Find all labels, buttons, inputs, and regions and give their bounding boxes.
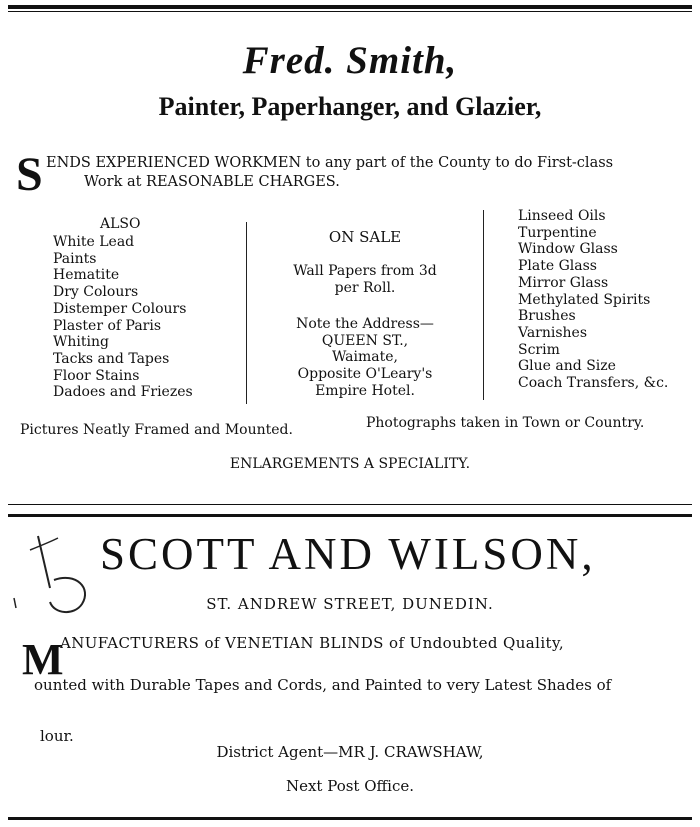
drop-cap: M (22, 635, 64, 684)
agent-location: Next Post Office. (285, 777, 415, 795)
on-sale-heading: ON SALE (328, 228, 402, 246)
list-item: Brushes (518, 308, 576, 325)
advert-name: Fred. Smith, (242, 39, 458, 82)
agent-line: District Agent—MR J. CRAWSHAW, (216, 743, 484, 761)
body-line-1: ANUFACTURERS of VENETIAN BLINDS of Undoubted Quality, (60, 634, 565, 652)
list-item: Plate Glass (518, 258, 597, 275)
left-item-list (53, 234, 193, 401)
list-item: Glue and Size (518, 358, 616, 375)
intro-line-2: Work at REASONABLE CHARGES. (84, 174, 340, 190)
address-block (248, 316, 482, 400)
address-line: Opposite O'Leary's (297, 366, 433, 383)
list-item: Distemper Colours (53, 300, 187, 317)
divider-rule-thick (8, 514, 692, 517)
also-heading: ALSO (100, 216, 141, 232)
list-item: Floor Stains (53, 367, 140, 384)
body-line-3: lour. (40, 727, 74, 745)
column-divider (483, 210, 484, 400)
body-line-2: ounted with Durable Tapes and Cords, and Painted to very Latest Shades of (34, 676, 612, 694)
address-line: QUEEN ST., (321, 332, 409, 349)
list-item: Coach Transfers, &c. (518, 375, 669, 392)
list-item: Scrim (518, 341, 560, 358)
list-item: Methylated Spirits (518, 291, 651, 308)
list-item: Dadoes and Friezes (53, 384, 193, 401)
list-item: Dry Colours (53, 284, 139, 301)
enlargements-text: ENLARGEMENTS A SPECIALITY. (229, 456, 471, 472)
top-rule (8, 5, 692, 9)
list-item: Tacks and Tapes (53, 350, 170, 367)
top-rule-thin (8, 11, 692, 12)
right-item-list (518, 208, 668, 392)
list-item: Linseed Oils (518, 208, 606, 224)
list-item: Varnishes (518, 324, 588, 341)
wallpaper-line-1: Wall Papers from 3d (293, 263, 437, 279)
column-divider (246, 222, 247, 404)
address-line: Empire Hotel. (315, 382, 415, 399)
advert-name: SCOTT AND WILSON, (100, 529, 596, 579)
drop-cap: S (16, 148, 43, 201)
bottom-rule (8, 817, 692, 820)
list-item: Mirror Glass (518, 274, 609, 291)
advert-address: ST. ANDREW STREET, DUNEDIN. (206, 595, 494, 613)
list-item: White Lead (53, 234, 135, 250)
advert-trade: Painter, Paperhanger, and Glazier, (158, 92, 542, 121)
address-line: Waimate, (332, 349, 398, 366)
list-item: Whiting (53, 334, 109, 351)
list-item: Hematite (53, 267, 120, 284)
divider-rule (8, 504, 692, 505)
list-item: Paints (53, 250, 97, 267)
intro-line-1: ENDS EXPERIENCED WORKMEN to any part of the County to do First-class (46, 155, 614, 171)
list-item: Window Glass (518, 241, 618, 258)
address-line: Note the Address— (296, 316, 434, 332)
pictures-text: Pictures Neatly Framed and Mounted. (20, 422, 293, 438)
wallpaper-line-2: per Roll. (334, 280, 396, 296)
list-item: Turpentine (518, 224, 597, 241)
list-item: Plaster of Paris (53, 317, 162, 334)
photos-text: Photographs taken in Town or Country. (366, 415, 645, 431)
